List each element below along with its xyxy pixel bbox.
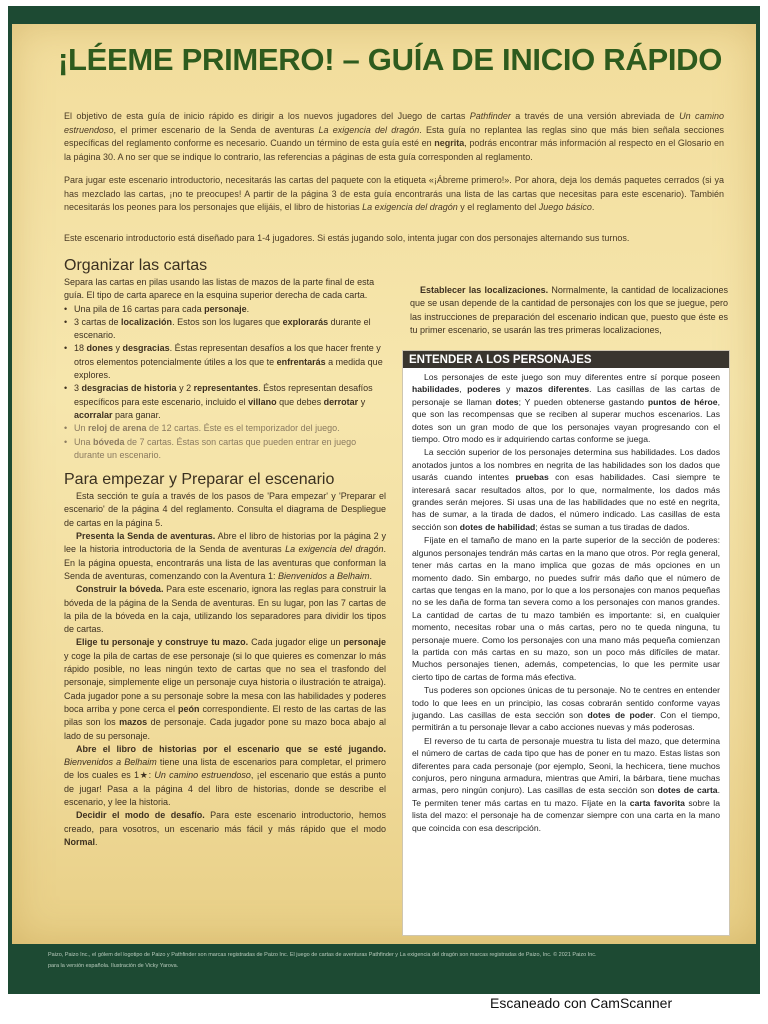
step-choose-character: Elige tu personaje y construye tu mazo. Cada jugador elige un personaje y coge la pila de cartas de ese personaje (si lo que quieres es comenzar lo más rápido posible, no leas ningún texto de cartas que no sea el trasfondo del personaje, simplemente elige un personaje cuya historia o ilustración te atraiga). Cada jugador pone a su personaje sobre la mesa con las habilidades y poderes boca arriba y pone cerca el peón correspondiente. El resto de las cartas de las pilas son los mazos de personaje. Cada jugador pone su mazo boca abajo al lado de su personaje.: [64, 637, 386, 741]
step-challenge-mode: Decidir el modo de desafío. Para este escenario introductorio, hemos creado, para vosotros, un escenario más fácil y más rápido que el modo Normal.: [64, 810, 386, 847]
list-item: • 18 dones y desgracias. Éstas representan desafíos a los que hacer frente y otros elementos potencialmente útiles a los que te enfrentarás a medida que explores.: [64, 342, 386, 382]
box-paragraph: La sección superior de los personajes determina sus habilidades. Los dados anotados juntos a los nombres en negrita de las habilidades son los dados que usarás cuando intentes pruebas con esas habilidades. Casi siempre te interesará sacar resultados altos, por lo que, normalmente, los dados más grandes serán mejores. Si usas una de las habilidades que no esté en negrita, has de sumar, a la tirada de dados, el número indicado. Las casillas de esta sección son dotes de habilidad; éstas se suman a tus tiradas de dados.: [412, 447, 720, 532]
organize-heading: Organizar las cartas: [64, 257, 208, 274]
page-parchment: [12, 24, 756, 944]
copyright-footer: [48, 950, 728, 972]
document-sheet: [8, 6, 760, 994]
box-paragraph: Los personajes de este juego son muy diferentes entre sí porque poseen habilidades, poderes y mazos diferentes. Las casillas de las cartas de personaje se llaman dotes; Y pueden obtenerse gastando puntos de héroe, que son las recompensas que se reciben al superar muchos escenarios. Las dotes son un gran modo de que los personajes vayan progresando con el tiempo. Otro modo es ir adquiriendo cartas conforme se juega.: [412, 372, 720, 445]
organize-list: [64, 303, 386, 463]
step-build-vault: Construir la bóveda. Para este escenario, ignora las reglas para construir la bóveda de la página de la Senda de aventuras. En su lugar, pon las 7 cartas de la pila de la bóveda en la caja, utilizando los separadores para dividir los tipos de cartas.: [64, 584, 386, 635]
step-open-storybook: Abre el libro de historias por el escenario que se esté jugando. Bienvenidos a Belhaim tiene una lista de escenarios para completar, el primero de los cuales es 1★: Un camino estruendoso, ¡el escenario que estás a punto de jugar! Pasa a la página 4 del libro de historias, donde se describe el escenario, y lee la historia.: [64, 743, 386, 807]
box-paragraph: El reverso de tu carta de personaje muestra tu lista del mazo, que determina el número de cartas de cada tipo que has de poner en tu mazo. Estas listas son diferentes para cada personaje (por ejemplo, Seoni, la hechicera, tiene muchos conjuros, pero ninguna armadura, mientras que Amiri, la bárbara, tiene muchas armas, pero ningún conjuro). Las casillas de esta sección son dotes de carta. Te permiten tener más cartas en tu mazo. Fíjate en la carta favorita sobre la lista del mazo: el personaje ha de comenzar siempre con una carta en la mano que coincida con esa descripción.: [412, 735, 720, 833]
characters-sidebar-box: [402, 350, 730, 936]
start-intro: Esta sección te guía a través de los pasos de 'Para empezar' y 'Preparar el escenario' de la página 4 del reglamento. Consulta el diagrama de Despliegue de cartas en la página 5.: [64, 491, 386, 528]
characters-box-body: [403, 368, 729, 834]
list-item: • Un reloj de arena de 12 cartas. Éste es el temporizador del juego.: [64, 422, 386, 435]
box-paragraph: Tus poderes son opciones únicas de tu personaje. No te centres en entender todo lo que lees en un principio, las cosas cobrarán sentido conforme vayas jugando. Las casillas de esta sección son dotes de poder. Con el tiempo, permitirán a tu personaje llevar a cabo acciones nuevas y más poderosas.: [412, 685, 720, 733]
left-column: [64, 256, 386, 849]
list-item: • 3 cartas de localización. Estos son los lugares que explorarás durante el escenario.: [64, 316, 386, 343]
footer-line: para la versión española. Ilustración de Vicky Yarova.: [48, 963, 179, 969]
scanner-watermark: Escaneado con CamScanner: [490, 995, 673, 1011]
footer-line: Paizo, Paizo Inc., el gólem del logotipo de Paizo y Pathfinder son marcas registradas de Paizo Inc. El juego de cartas de aventuras Pathfinder y La exigencia del dragón son marcas registradas de Paizo, Inc. © 2021 Paizo Inc.: [48, 952, 597, 958]
intro-paragraph-2: Para jugar este escenario introductorio, necesitarás las cartas del paquete con la etiqueta «¡Ábreme primero!». Por ahora, deja los demás paquetes cerrados (si ya has mezclado las cartas, ¡no te preocupes! A partir de la página 3 de esta guía encontrarás una lista de las cartas que necesitas para este escenario). También necesitarás los peones para los personajes que elijáis, el libro de historias La exigencia del dragón y el reglamento del Juego básico.: [64, 175, 724, 213]
step-adventure-path: Presenta la Senda de aventuras. Abre el libro de historias por la página 2 y lee la historia introductoria de la Senda de aventuras La exigencia del dragón. En la página opuesta, encontrarás una lista de las aventuras que conforman la Senda de aventuras, comenzando con la Aventura 1: Bienvenidos a Belhaim.: [64, 531, 386, 581]
box-paragraph: Fíjate en el tamaño de mano en la parte superior de la sección de poderes: algunos personajes tendrán más cartas en la mano que otros. Por regla general, tener más cartas en la mano implica que gozas de más opciones en un momento dado. Sin embargo, no puedes sufrir más daño que el número de cartas que tengas en la mano, por lo que a los personajes con manos pequeñas no se les daña de forma tan severa como a los personajes con manos grandes. La cantidad de cartas de tu mazo también es importante: si, en cualquier momento, necesitas robar una o más cartas, pero no te queda ninguna, tu personaje muere. Como los personajes con una mano más pequeña comienzan la partida con más cartas en su mazo, son un poco más difíciles de matar. Muchos personajes tienen, además, competencias, lo que les permite usar cierto tipo de cartas de forma más efectiva.: [412, 535, 720, 682]
list-item: • Una bóveda de 7 cartas. Éstas son cartas que pueden entrar en juego durante un escenario.: [64, 436, 386, 463]
locations-paragraph: Establecer las localizaciones. Normalmente, la cantidad de localizaciones que se usan depende de la cantidad de personajes con los que se juegue, pero las instrucciones de preparación del escenario indican que, puesto que éste es tu primer escenario, se usarán las tres primeras localizaciones,: [410, 285, 728, 335]
intro-paragraph-3: Este escenario introductorio está diseñado para 1-4 jugadores. Si estás jugando solo, intenta jugar con dos personajes alternando sus turnos.: [64, 233, 630, 243]
list-item: • 3 desgracias de historia y 2 representantes. Éstos representan desafíos específicos para este escenario, incluido el villano que debes derrotar y acorralar para ganar.: [64, 382, 386, 422]
list-item: • Una pila de 16 cartas para cada personaje.: [64, 303, 386, 316]
characters-box-title: ENTENDER A LOS PERSONAJES: [403, 351, 729, 368]
page-title: ¡LÉEME PRIMERO! – GUÍA DE INICIO RÁPIDO: [58, 42, 723, 77]
intro-paragraph-1: El objetivo de esta guía de inicio rápido es dirigir a los nuevos jugadores del Juego de cartas Pathfinder a través de una versión abreviada de Un camino estruendoso, el primer escenario de la Senda de aventuras La exigencia del dragón. Esta guía no replantea las reglas sino que más bien señala secciones específicas del reglamento conforme es necesario. Cuando un término de esta guía esté en negrita, podrás encontrar más información al respecto en el Glosario en la página 30. A no ser que se indique lo contrario, las referencias a páginas de esta guía corresponden al reglamento.: [64, 111, 724, 162]
start-heading: Para empezar y Preparar el escenario: [64, 471, 335, 489]
organize-intro: Separa las cartas en pilas usando las listas de mazos de la parte final de esta guía. El tipo de carta aparece en la esquina superior derecha de cada carta.: [64, 277, 375, 301]
